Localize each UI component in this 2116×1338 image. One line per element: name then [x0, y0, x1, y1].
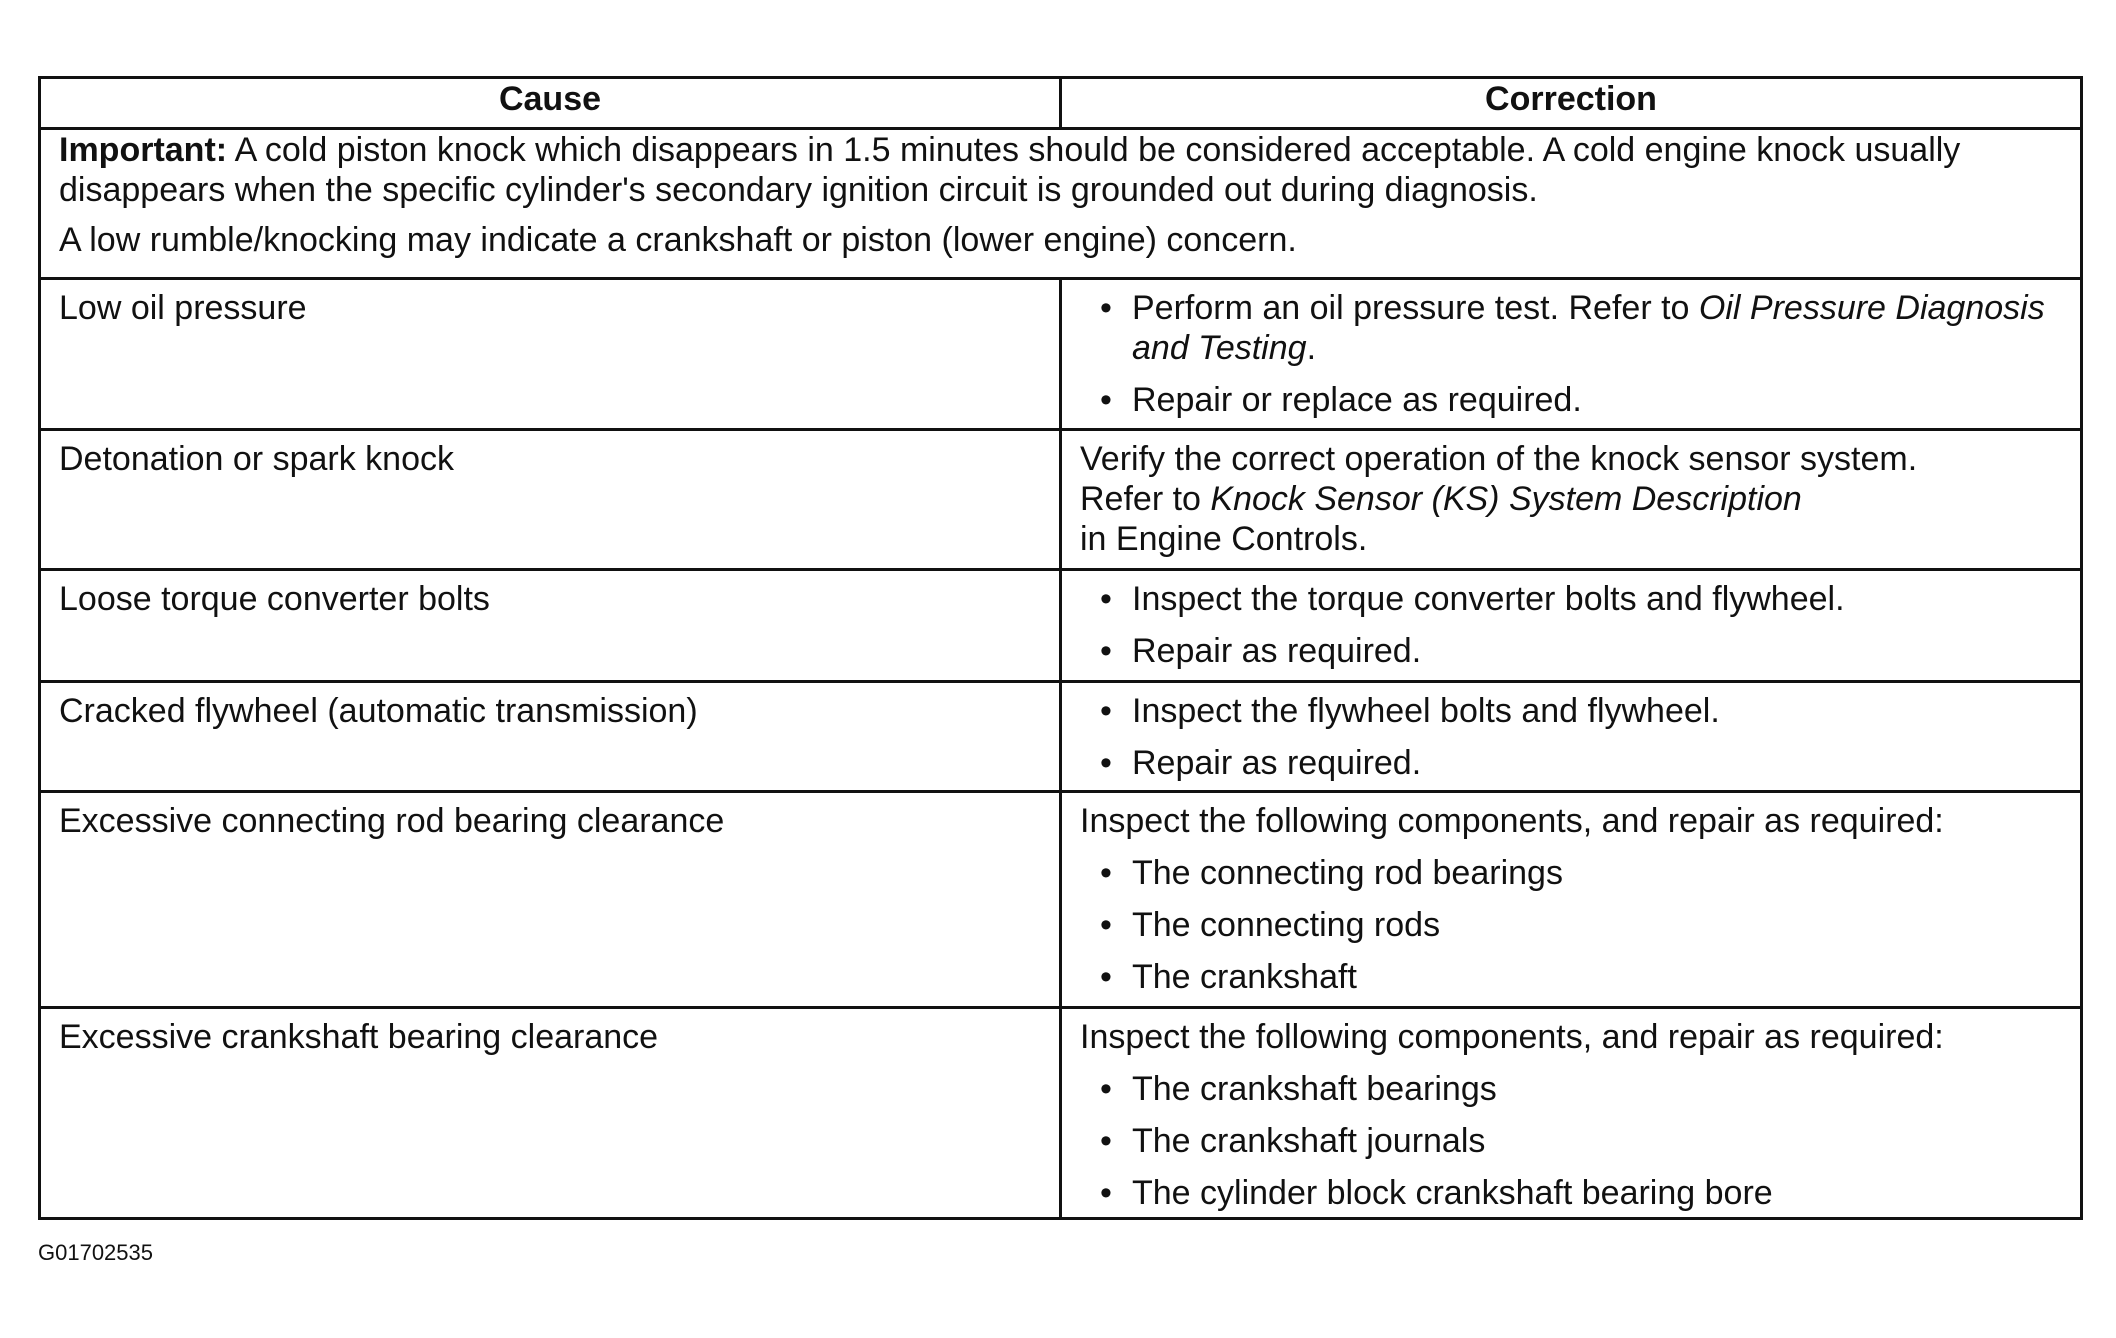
- cause-cell: Excessive crankshaft bearing clearance: [40, 1008, 1061, 1219]
- list-item: • Repair as required.: [1132, 743, 2062, 783]
- important-text: A cold piston knock which disappears in 1.5 minutes should be considered acceptable. A cold engine knock usually disappears when the specific cylinder's secondary ignition circuit is grounded out during diagnosis.: [59, 131, 1961, 210]
- table-row: [40, 278, 2082, 429]
- figure-id: G01702535: [38, 1240, 153, 1265]
- correction-column-header: Correction: [1061, 78, 2082, 129]
- correction-intro: Inspect the following components, and repair as required:: [1080, 802, 1944, 841]
- correction-cell: [1061, 429, 2082, 570]
- correction-list: [1080, 1069, 2062, 1213]
- list-item: • Inspect the flywheel bolts and flywheel.: [1132, 691, 2062, 731]
- correction-list: [1080, 288, 2062, 420]
- list-item: • The connecting rods: [1132, 905, 2062, 945]
- cause-cell: Low oil pressure: [40, 278, 1061, 429]
- reference-link: Knock Sensor (KS) System Description: [1210, 479, 1802, 518]
- bullet-tail: .: [1306, 328, 1317, 367]
- important-label: Important:: [59, 131, 228, 170]
- list-item: • The connecting rod bearings: [1132, 853, 2062, 893]
- list-item: [1132, 288, 2062, 368]
- list-item: • The crankshaft journals: [1132, 1121, 2062, 1161]
- correction-cell: [1061, 792, 2082, 1008]
- list-item: • The crankshaft bearings: [1132, 1069, 2062, 1109]
- important-note-row: [40, 129, 2082, 279]
- bullet-text: Perform an oil pressure test. Refer to: [1132, 288, 1699, 327]
- refer-to-text: Refer to: [1080, 479, 1211, 518]
- correction-list: [1080, 691, 2062, 783]
- diagnosis-table: [38, 76, 2083, 1220]
- table-row: [40, 792, 2082, 1008]
- reference-link: Oil Pressure Diagnosis and Testing: [1132, 288, 2045, 367]
- table-row: [40, 1008, 2082, 1219]
- header-row: [40, 78, 2082, 129]
- correction-cell: [1061, 681, 2082, 791]
- list-item: • Repair as required.: [1132, 631, 2062, 671]
- cause-cell: Loose torque converter bolts: [40, 570, 1061, 681]
- correction-text-line: in Engine Controls.: [1080, 519, 1368, 558]
- important-note-cell: [40, 129, 2082, 279]
- cause-cell: Excessive connecting rod bearing clearance: [40, 792, 1061, 1008]
- important-note: [59, 130, 2062, 210]
- cause-cell: Detonation or spark knock: [40, 429, 1061, 570]
- cause-column-header: Cause: [40, 78, 1061, 129]
- correction-list: [1080, 579, 2062, 671]
- correction-text-line: Verify the correct operation of the knock sensor system.: [1080, 439, 1918, 478]
- table-row: [40, 570, 2082, 681]
- list-item: • Inspect the torque converter bolts and flywheel.: [1132, 579, 2062, 619]
- list-item: • Repair or replace as required.: [1132, 380, 2062, 420]
- table-row: [40, 429, 2082, 570]
- correction-intro: Inspect the following components, and repair as required:: [1080, 1018, 1944, 1057]
- cause-cell: Cracked flywheel (automatic transmission): [40, 681, 1061, 791]
- correction-text-line: [1080, 479, 2062, 519]
- correction-list: [1080, 853, 2062, 997]
- list-item: • The cylinder block crankshaft bearing bore: [1132, 1173, 2062, 1213]
- important-note-line2: A low rumble/knocking may indicate a crankshaft or piston (lower engine) concern.: [59, 221, 1297, 260]
- correction-cell: [1061, 278, 2082, 429]
- correction-cell: [1061, 1008, 2082, 1219]
- correction-cell: [1061, 570, 2082, 681]
- table-row: [40, 681, 2082, 791]
- list-item: • The crankshaft: [1132, 957, 2062, 997]
